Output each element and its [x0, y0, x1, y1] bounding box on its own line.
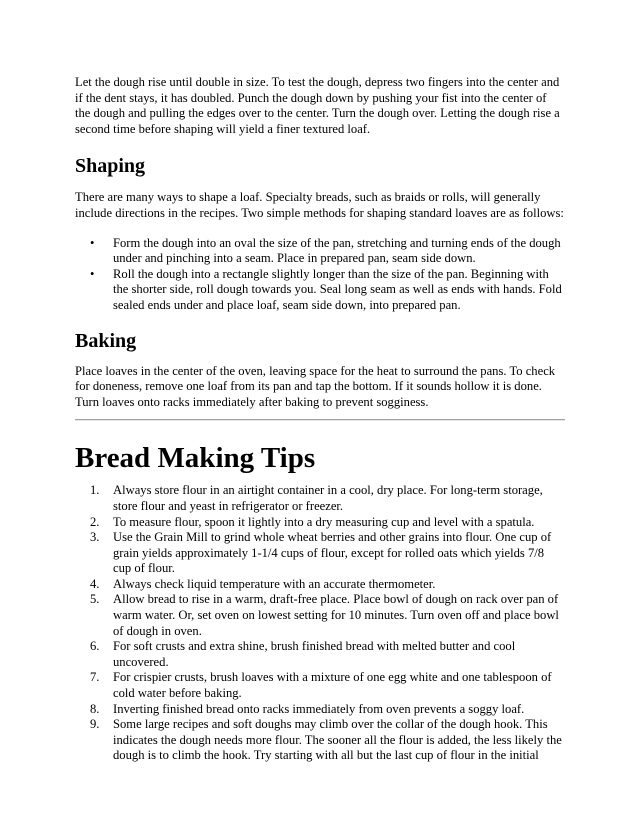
list-item-text: Use the Grain Mill to grind whole wheat berries and other grains into flour. One cup of grain yields approximately 1-1/4 cups of flour, except for rolled oats which yields 7/8 cup of flour.: [113, 530, 552, 576]
horizontal-divider: [75, 419, 565, 421]
list-item-number: 2.: [90, 514, 100, 529]
shaping-paragraph: There are many ways to shape a loaf. Specialty breads, such as braids or rolls, will generally include directions in the recipes. Two simple methods for shaping standard loaves are as follows:: [75, 190, 564, 220]
list-item: [90, 670, 565, 701]
list-item-text: Inverting finished bread onto racks immediately from oven prevents a soggy loaf.: [113, 701, 525, 716]
list-item-text: For soft crusts and extra shine, brush finished bread with melted butter and cool uncovered.: [113, 639, 516, 669]
document-page: [75, 75, 565, 764]
list-item-number: 8.: [90, 701, 100, 716]
list-item-number: 7.: [90, 670, 100, 685]
list-item: [90, 717, 565, 764]
list-item: [90, 592, 565, 639]
list-item-number: 9.: [90, 717, 100, 732]
tips-list: [75, 483, 565, 764]
list-item: [90, 235, 565, 267]
list-item: [90, 266, 565, 314]
list-item-text: Always store flour in an airtight container in a cool, dry place. For long-term storage, store flour and yeast in refrigerator or freezer.: [113, 483, 543, 513]
list-item: [90, 576, 565, 593]
list-item-text: Allow bread to rise in a warm, draft-free place. Place bowl of dough on rack over pan of warm water. Or, set oven on lowest setting for 10 minutes. Turn oven off and place bowl of dough in oven.: [113, 592, 559, 638]
list-item-number: 5.: [90, 592, 100, 607]
list-item: [90, 639, 565, 670]
list-item-text: Some large recipes and soft doughs may climb over the collar of the dough hook. This indicates the dough needs more flour. The sooner all the flour is added, the less likely the dough is to climb the hook. Try starting with all but the last cup of flour in the initial: [113, 717, 562, 763]
list-item-text: Always check liquid temperature with an accurate thermometer.: [113, 576, 436, 591]
list-item: [90, 483, 565, 514]
baking-heading: Baking: [75, 329, 137, 352]
list-item: [90, 514, 565, 531]
list-item-number: 6.: [90, 639, 100, 654]
bullet-icon: •: [90, 235, 95, 250]
list-item-text: To measure flour, spoon it lightly into a dry measuring cup and level with a spatula.: [113, 514, 535, 529]
baking-paragraph: Place loaves in the center of the oven, leaving space for the heat to surround the pans. To check for doneness, remove one loaf from its pan and tap the bottom. If it sounds hollow it is done. Turn loaves onto racks immediately after baking to prevent sogginess.: [75, 363, 556, 409]
list-item-text: For crispier crusts, brush loaves with a mixture of one egg white and one tablespoon of cold water before baking.: [113, 670, 552, 701]
list-item: [90, 701, 565, 718]
tips-heading: Bread Making Tips: [75, 442, 316, 475]
list-item-text: Form the dough into an oval the size of the pan, stretching and turning ends of the dough under and pinching into a seam. Place in prepared pan, seam side down.: [113, 235, 561, 266]
list-item: [90, 530, 565, 577]
list-item-number: 3.: [90, 530, 100, 545]
list-item-number: 1.: [90, 483, 100, 498]
intro-paragraph: Let the dough rise until double in size. To test the dough, depress two fingers into the center and if the dent stays, it has doubled. Punch the dough down by pushing your fist into the center of the dough and pulling the edges over to the center. Turn the dough over. Letting the dough rise a second time before shaping will yield a finer textured loaf.: [75, 75, 560, 136]
shaping-method-list: [75, 236, 565, 314]
list-item-text: Roll the dough into a rectangle slightly longer than the size of the pan. Beginning with the shorter side, roll dough towards you. Seal long seam as well as ends with hands. Fold sealed ends under and place loaf, seam side down, into prepared pan.: [113, 266, 562, 312]
shaping-heading: Shaping: [75, 155, 146, 178]
list-item-number: 4.: [90, 576, 100, 591]
bullet-icon: •: [90, 266, 95, 281]
